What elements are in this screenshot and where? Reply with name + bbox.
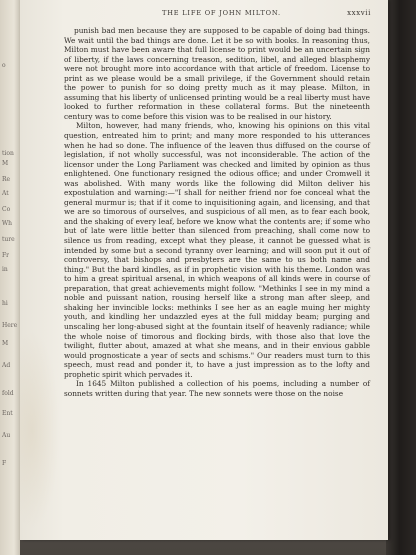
margin-fragment: Ad [2, 362, 11, 369]
margin-fragment: M [2, 160, 9, 167]
margin-fragment: Co [2, 206, 11, 213]
margin-fragment: ture [2, 236, 15, 243]
margin-fragment: Re [2, 176, 11, 183]
margin-fragment: Fr [2, 252, 10, 259]
page-header [20, 9, 388, 21]
paper-stain [20, 330, 60, 530]
paragraph: punish bad men because they are supposed to be capable of doing bad things. We wait until the bad things are done. Let it be so with books. In reasoning thus, Milton must have been aware that full license to print would be an uncertain sign of liberty, if the laws concerning treason, sedition, libel, and alleged blasphemy were not brought more into accordance with that article of freedom. License to print as we please would be a small privilege, if the Government should retain the power to punish for so doing pretty much as it may please. Milton, in assuming that his liberty of unlicensed printing would be a real liberty must have looked to further reformation in these collateral forms. But the nineteenth century was to come before this vision was to be realised in our history. [64, 26, 370, 121]
margin-fragment: Au [2, 432, 11, 439]
margin-fragment: At [2, 190, 9, 197]
margin-fragment: fold [2, 390, 14, 397]
running-head: THE LIFE OF JOHN MILTON. [162, 9, 281, 17]
margin-fragment: Wh [2, 220, 13, 227]
paragraph: In 1645 Milton published a collection of his poems, including a number of sonnets written during that year. The new sonnets were those on the noise [64, 379, 370, 398]
margin-fragment: in [2, 266, 8, 273]
margin-fragment: hi [2, 300, 8, 307]
page-number: xxxvii [347, 9, 371, 17]
book-page [20, 0, 388, 540]
book-cover-edge [386, 0, 416, 555]
margin-fragment: o [2, 62, 6, 69]
margin-fragment: F [2, 460, 7, 467]
margin-fragment: Ent [2, 410, 13, 417]
paragraph: Milton, however, had many friends, who, knowing his opinions on this vital question, entreated him to print; and many more responded to his utterances when he had so done. The influence of the leaven thus diffused on the course of legislation, if not wholly successful, was not inconsiderable. The action of the licensor under the Long Parliament was checked and limited by opinion as thus enlightened. One functionary resigned the odious office; and under Cromwell it was abolished. With many words like the following did Milton deliver his expostulation and warning:—"I shall for neither friend nor foe conceal what the general murmur is; that if it come to inquisitioning again, and licensing, and that we are so timorous of ourselves, and suspicious of all men, as to fear each book, and the shaking of every leaf, before we know what the contents are; if some who but of late were little better than silenced from preaching, shall come now to silence us from reading, except what they please, it cannot be guessed what is intended by some but a second tyranny over learning; and will soon put it out of controversy, that bishops and presbyters are the same to us both name and thing." But the bard kindles, as if in prophetic vision with his theme. London was to him a great spiritual arsenal, in which weapons of all kinds were in course of preparation, that great achievements might follow. "Methinks I see in my mind a noble and puissant nation, rousing herself like a strong man after sleep, and shaking her invincible locks: methinks I see her as an eagle muing her mighty youth, and kindling her undazzled eyes at the full midday beam; purging and unscaling her long-abused sight at the fountain itself of heavenly radiance; while the whole noise of timorous and flocking birds, with those also that love the twilight, flutter about, amazed at what she means, and in their envious gabble would prognosticate a year of sects and schisms." Our readers must turn to this speech, must read and ponder it, to have a just impression as to the lofty and prophetic spirit which pervades it. [64, 121, 370, 379]
facing-page-edge [0, 0, 20, 555]
margin-fragment: Here [2, 322, 18, 329]
body-text [64, 26, 370, 398]
margin-fragment: tion [2, 150, 14, 157]
margin-fragment: M [2, 340, 9, 347]
